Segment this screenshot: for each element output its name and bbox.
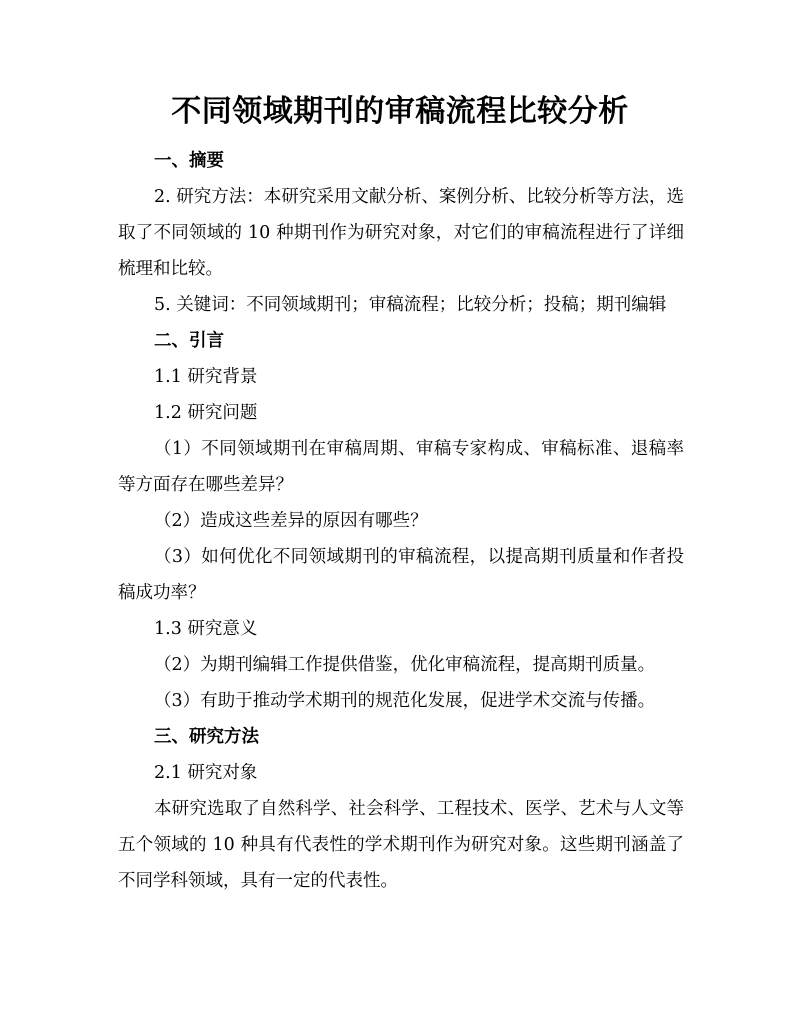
significance-item-2: （2）为期刊编辑工作提供借鉴，优化审稿流程，提高期刊质量。 bbox=[154, 655, 656, 675]
section-heading-abstract: 一、摘要 bbox=[154, 151, 224, 171]
paragraph-keywords: 5. 关键词：不同领域期刊；审稿流程；比较分析；投稿；期刊编辑 bbox=[154, 295, 667, 315]
paragraph-research-method: 2. 研究方法：本研究采用文献分析、案例分析、比较分析等方法，选取了不同领域的 10 种期刊作为研究对象，对它们的审稿流程进行了详细梳理和比较。 bbox=[118, 187, 684, 279]
section-heading-method: 三、研究方法 bbox=[154, 727, 259, 747]
subheading-research-object: 2.1 研究对象 bbox=[154, 763, 258, 783]
question-item-2: （2）造成这些差异的原因有哪些？ bbox=[154, 511, 428, 531]
document-title: 不同领域期刊的审稿流程比较分析 bbox=[171, 94, 629, 129]
question-item-3: （3）如何优化不同领域期刊的审稿流程，以提高期刊质量和作者投稿成功率？ bbox=[118, 547, 684, 603]
document-body bbox=[118, 143, 684, 899]
question-item-1: （1）不同领域期刊在审稿周期、审稿专家构成、审稿标准、退稿率等方面存在哪些差异？ bbox=[118, 439, 684, 495]
section-heading-intro: 二、引言 bbox=[154, 331, 224, 351]
significance-item-3: （3）有助于推动学术期刊的规范化发展，促进学术交流与传播。 bbox=[154, 691, 656, 711]
subheading-questions: 1.2 研究问题 bbox=[154, 403, 258, 423]
subheading-significance: 1.3 研究意义 bbox=[154, 619, 258, 639]
paragraph-research-object: 本研究选取了自然科学、社会科学、工程技术、医学、艺术与人文等五个领域的 10 种具有代表性的学术期刊作为研究对象。这些期刊涵盖了不同学科领域，具有一定的代表性。 bbox=[118, 799, 684, 891]
subheading-background: 1.1 研究背景 bbox=[154, 367, 258, 387]
